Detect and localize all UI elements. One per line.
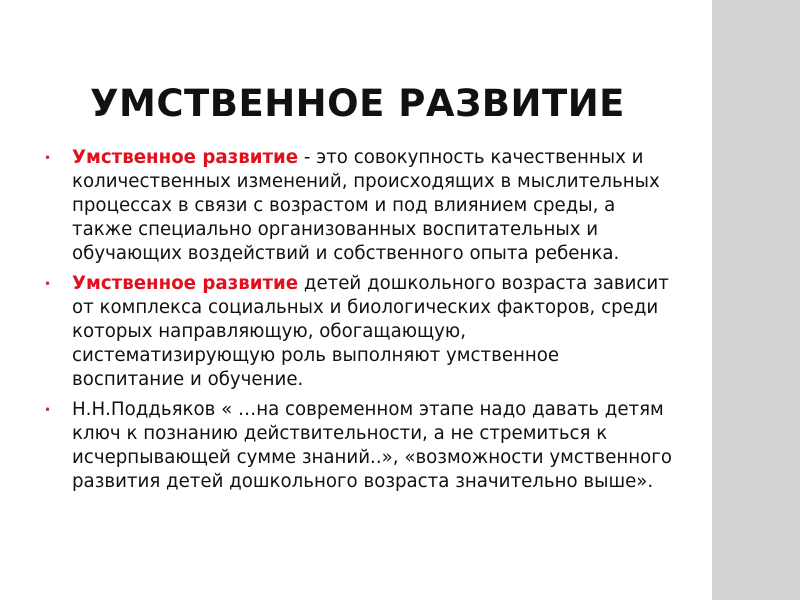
slide-title: УМСТВЕННОЕ РАЗВИТИЕ <box>90 82 625 125</box>
bullet-item-3 <box>44 398 674 494</box>
bullet-icon: • <box>44 277 52 291</box>
bullet-item-2 <box>44 272 674 392</box>
bullet-icon: • <box>44 403 52 417</box>
bullet-2-text: детей дошкольного возраста зависит от комплекса социальных и биологических факторов, среди которых направляющую, обогащающую, систематизирующую роль выполняют умственное воспитание и обучение. <box>72 273 669 390</box>
bullet-icon: • <box>44 151 52 165</box>
bullet-3-text: Н.Н.Поддьяков « …на современном этапе надо давать детям ключ к познанию действительности, а не стремиться к исчерпывающей сумме знаний..», «возможности умственного развития детей дошкольного возраста значительно выше». <box>72 399 672 492</box>
bullet-2-emphasis: Умственное развитие <box>72 273 299 294</box>
bullet-1-emphasis: Умственное развитие <box>72 147 299 168</box>
bullet-1-text: - это совокупность качественных и количественных изменений, происходящих в мыслительных процессах в связи с возрастом и под влиянием среды, а также специально организованных воспитательных и обучающих воздействий и собственного опыта ребенка. <box>72 147 660 264</box>
bullet-list <box>44 146 674 500</box>
side-decor-panel <box>712 0 800 600</box>
bullet-item-1 <box>44 146 674 266</box>
